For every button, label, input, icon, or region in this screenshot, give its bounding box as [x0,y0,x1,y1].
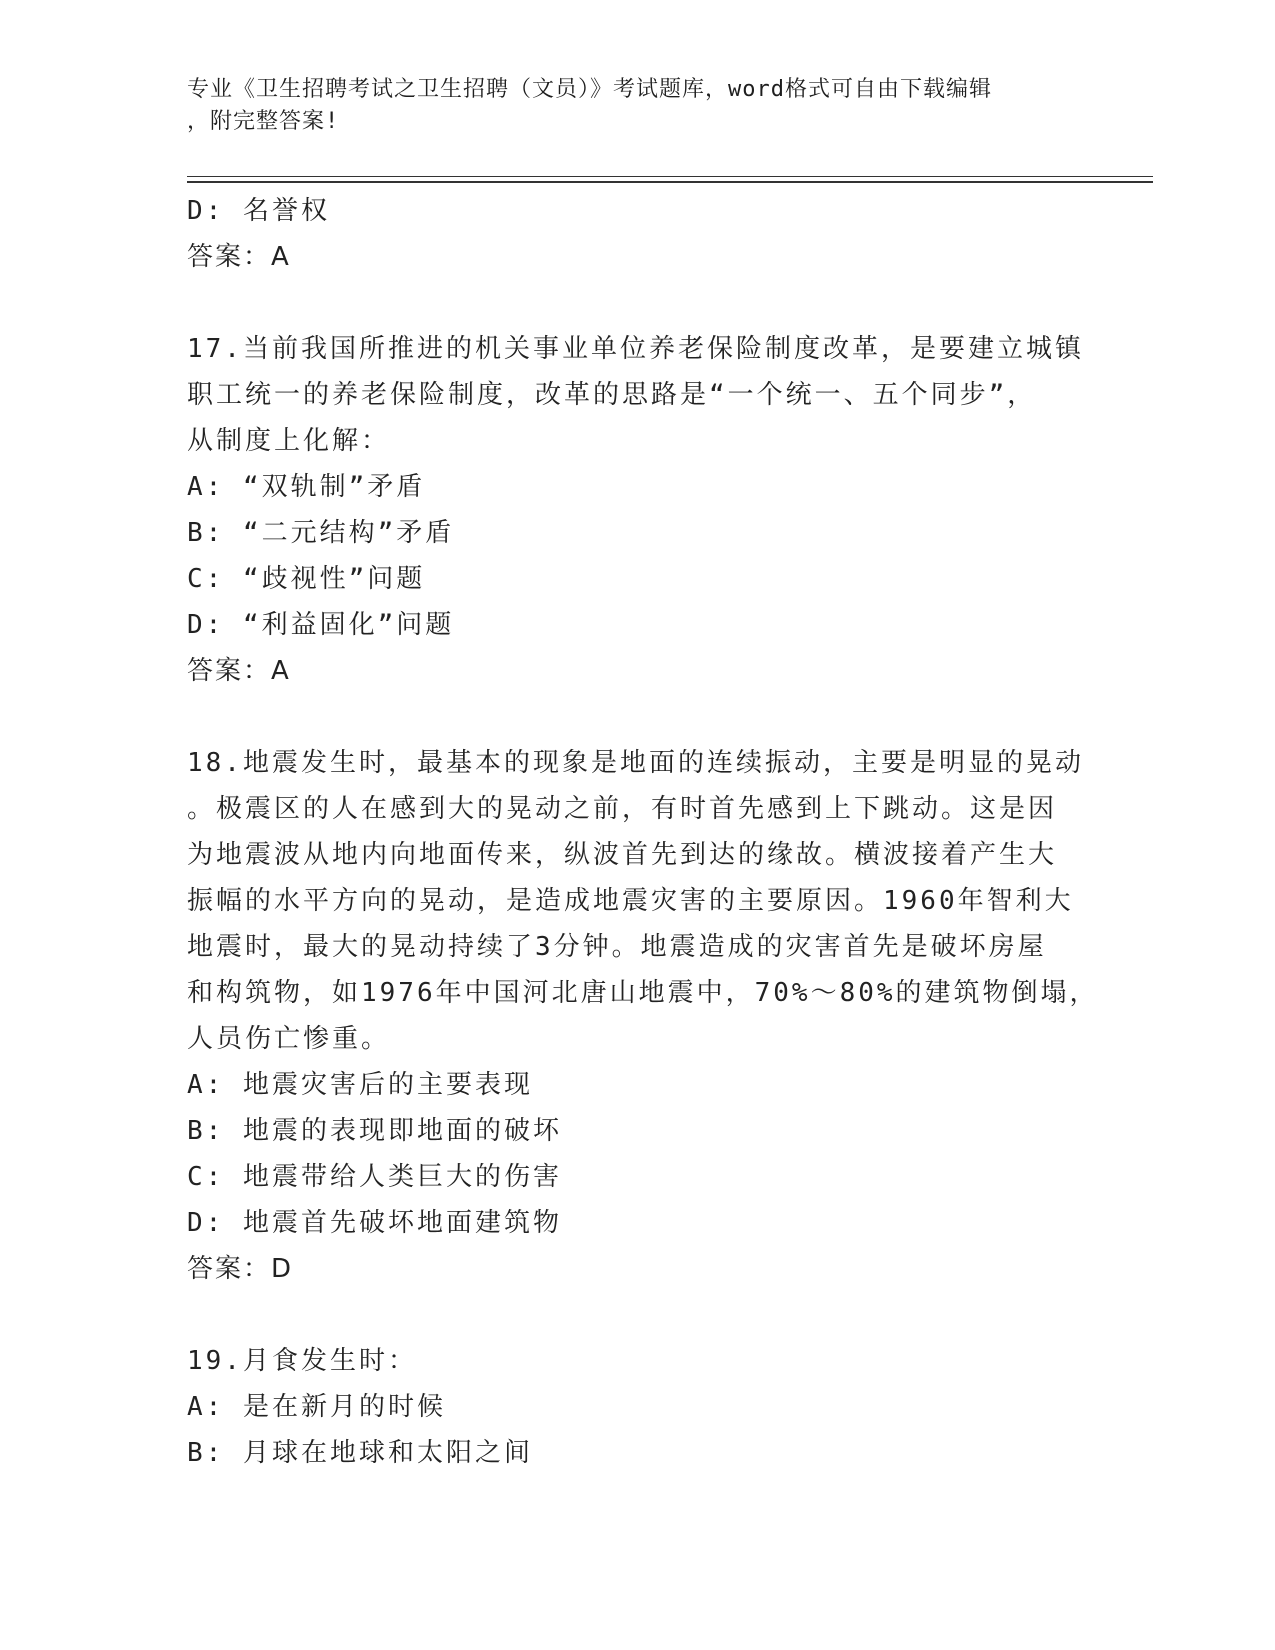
option-b: B: 月球在地球和太阳之间 [187,1438,533,1468]
answer-line: 答案：A [187,656,291,686]
question-18 [187,740,1099,1292]
question-stem-line: 17.当前我国所推进的机关事业单位养老保险制度改革，是要建立城镇 [187,334,1084,364]
question-stem-line: 人员伤亡惨重。 [187,1024,391,1054]
header-divider-thick [187,181,1153,183]
document-header [187,74,1067,138]
spacer [187,1292,1087,1338]
header-title-line-2: ，附完整答案! [187,109,340,134]
question-stem-line: 振幅的水平方向的晃动，是造成地震灾害的主要原因。1960年智利大 [187,886,1074,916]
question-stem-line: 。极震区的人在感到大的晃动之前，有时首先感到上下跳动。这是因 [187,794,1058,824]
question-stem-line: 18.地震发生时，最基本的现象是地面的连续振动，主要是明显的晃动 [187,748,1084,778]
option-b: B: 地震的表现即地面的破坏 [187,1116,562,1146]
option-a: A: 是在新月的时候 [187,1392,446,1422]
question-stem-line: 从制度上化解： [187,426,391,456]
answer-line: 答案：A [187,242,291,272]
option-b: B: “二元结构”矛盾 [187,518,455,548]
question-19 [187,1338,1087,1476]
option-c: C: 地震带给人类巨大的伤害 [187,1162,562,1192]
answer-line: 答案：D [187,1254,294,1284]
header-title-line-1: 专业《卫生招聘考试之卫生招聘（文员）》考试题库，word格式可自由下载编辑 [187,77,992,102]
question-stem-line: 地震时，最大的晃动持续了3分钟。地震造成的灾害首先是破坏房屋 [187,932,1047,962]
option-a: A: 地震灾害后的主要表现 [187,1070,533,1100]
question-stem-line: 为地震波从地内向地面传来，纵波首先到达的缘故。横波接着产生大 [187,840,1058,870]
spacer [187,280,1087,326]
spacer [187,694,1087,740]
question-stem-line: 职工统一的养老保险制度，改革的思路是“一个统一、五个同步”， [187,380,1037,410]
question-stem-line: 19.月食发生时： [187,1346,417,1376]
option-c: C: “歧视性”问题 [187,564,426,594]
question-16-tail [187,188,1087,280]
question-17 [187,326,1087,694]
option-d: D: 地震首先破坏地面建筑物 [187,1208,562,1238]
header-divider-thin [187,176,1153,177]
option-d: D: 名誉权 [187,196,330,226]
option-a: A: “双轨制”矛盾 [187,472,426,502]
question-stem-line: 和构筑物，如1976年中国河北唐山地震中，70%～80%的建筑物倒塌， [187,978,1099,1008]
question-content [187,188,1099,1476]
option-d: D: “利益固化”问题 [187,610,455,640]
